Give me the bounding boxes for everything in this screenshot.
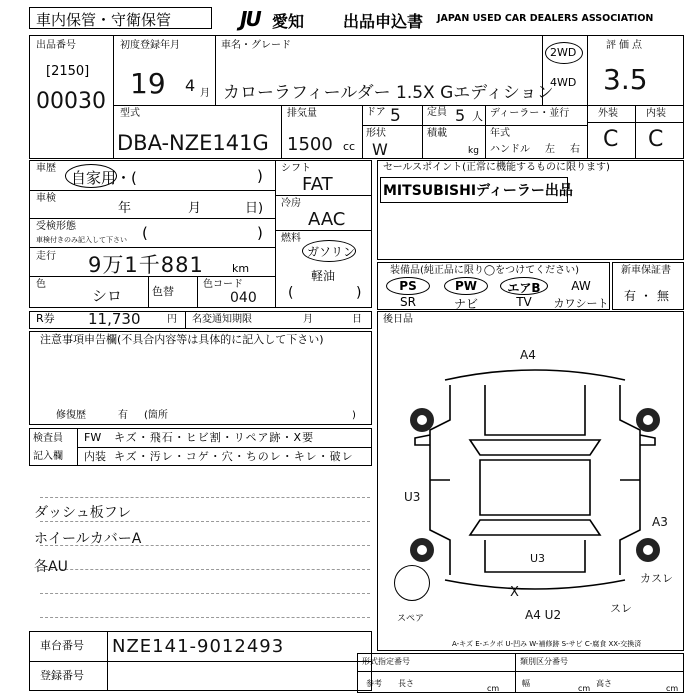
tax-label: 名変通知期限: [192, 314, 252, 325]
form-title: 出品申込書: [343, 12, 424, 31]
org-name: 愛知: [272, 12, 305, 31]
len-unit: cm: [487, 684, 500, 693]
fuel-gas: ガソリン: [307, 245, 356, 259]
cap-unit: 人: [472, 110, 483, 123]
color-change-label: 色替: [152, 285, 174, 298]
repair-place: (箇所: [144, 410, 168, 421]
color-code-value: 040: [230, 290, 257, 306]
lot-number: 00030: [36, 89, 106, 114]
shaken-label: 車検: [36, 193, 56, 204]
divider: [281, 105, 282, 159]
recv-sub: 車検付きのみ記入して下さい: [36, 236, 127, 244]
dashed-line: [40, 569, 370, 570]
dashed-line: [40, 617, 370, 618]
recv-open: (: [142, 224, 148, 242]
shaken-day: 日): [245, 201, 264, 216]
recycle-unit: 円: [167, 314, 177, 325]
handle-left: 左: [545, 144, 555, 155]
equip-ps: PS: [399, 279, 417, 293]
ext-value: C: [603, 127, 619, 152]
ext-label: 外装: [598, 108, 618, 119]
divider: [185, 311, 186, 329]
lot-sub: [2150]: [46, 64, 90, 79]
door-value: 5: [390, 106, 401, 126]
divider: [29, 661, 372, 662]
handle-right: 右: [570, 144, 580, 155]
load-unit: kg: [468, 146, 479, 156]
equip-pw: PW: [454, 279, 478, 293]
mark-rear-corner: スレ: [610, 602, 632, 615]
fuel-close: ): [356, 285, 362, 301]
divider: [587, 35, 588, 159]
warranty-yes: 有: [624, 289, 637, 303]
divider: [275, 230, 372, 231]
reg-label: 登録番号: [40, 669, 84, 682]
warranty-sep: ・: [640, 289, 653, 303]
storage-label: 車内保管・守衛保管: [36, 11, 172, 29]
hgt-unit: cm: [666, 684, 679, 693]
door-label: ドア: [366, 107, 386, 118]
dealer-label: ディーラー・並行: [490, 108, 570, 119]
org-english: JAPAN USED CAR DEALERS ASSOCIATION: [437, 13, 654, 24]
mark-left: U3: [404, 490, 421, 504]
repair-label: 修復歴: [56, 410, 86, 421]
legend-codes: A-キズ E-エクボ U-凹み W-補修跡 S-サビ C-腐食 XX-交換済: [452, 640, 642, 648]
note-line-2: ホイールカバーA: [34, 531, 142, 547]
note-line-3: 各AU: [34, 559, 68, 575]
mark-front: A4: [520, 348, 536, 362]
shift-label: シフト: [281, 163, 311, 174]
recycle-value: 11,730: [88, 310, 141, 328]
drive-4wd: 4WD: [550, 76, 577, 89]
disp-unit: cc: [343, 140, 356, 153]
divider: [77, 447, 372, 448]
equip-ps-circle: [386, 277, 430, 295]
hgt-label: 高さ: [596, 679, 612, 688]
note-line-1: ダッシュ板フレ: [34, 505, 132, 521]
class-label: 類別区分番号: [520, 657, 568, 666]
mileage-unit: km: [232, 262, 250, 275]
divider: [29, 247, 275, 248]
disp-value: 1500: [287, 134, 333, 155]
tax-day: 日: [352, 314, 362, 325]
divider: [422, 105, 423, 159]
tax-month: 月: [303, 314, 313, 325]
int-label: 内装: [646, 108, 666, 119]
history-label: 車歴: [36, 163, 56, 174]
warranty-label: 新車保証書: [621, 265, 671, 276]
dashed-line: [40, 593, 370, 594]
cap-value: 5: [455, 106, 466, 125]
divider: [107, 631, 108, 691]
len-label: 長さ: [398, 679, 414, 688]
divider: [29, 190, 275, 191]
notes-label: 注意事項申告欄(不具合内容等は具体的に記入して下さい): [40, 333, 324, 346]
cap-label: 定員: [427, 107, 447, 118]
int-row-items: キズ・汚レ・コゲ・穴・ちのレ・キレ・破レ: [114, 450, 354, 463]
rear-label: 後日品: [383, 314, 413, 325]
lot-label: 出品番号: [36, 40, 76, 51]
chassis-value: NZE141-9012493: [112, 636, 285, 657]
mark-rear-right: カスレ: [640, 572, 673, 585]
shaken-month: 月: [188, 201, 202, 216]
first-reg-label: 初度登録年月: [120, 40, 180, 51]
divider: [485, 105, 486, 159]
mark-roof: U3: [530, 552, 546, 565]
int-row-head: 内装: [84, 450, 106, 463]
divider: [148, 276, 149, 308]
disp-label: 排気量: [287, 108, 317, 119]
recv-close: ): [257, 224, 263, 242]
divider: [197, 276, 198, 308]
handle-label: ハンドル: [490, 144, 530, 155]
mileage-label: 走行: [36, 251, 56, 262]
equip-sr: SR: [400, 295, 416, 309]
divider: [635, 105, 636, 159]
wid-unit: cm: [578, 684, 591, 693]
mark-right: A3: [652, 515, 668, 529]
equipment-label: 装備品(純正品に限り◯をつけてください): [390, 265, 579, 276]
year-label: 年式: [490, 128, 510, 139]
equip-navi: ナビ: [453, 297, 478, 311]
shape-value: W: [372, 140, 388, 159]
wid-label: 幅: [522, 679, 530, 688]
equip-aw: AW: [571, 279, 591, 293]
spare-circle: [394, 565, 430, 601]
recv-label: 受検形態: [36, 221, 76, 232]
ref-label: 参考: [366, 679, 382, 688]
model-name: カローラフィールダー 1.5X Gエディション: [223, 83, 554, 103]
color-code-label: 色コード: [203, 279, 243, 290]
shape-label: 形状: [366, 128, 386, 139]
inspector-label: 検査員: [33, 433, 63, 444]
fuel-diesel: 軽油: [311, 269, 336, 283]
equip-leather: カワシート: [553, 297, 609, 310]
warranty-no: 無: [657, 289, 670, 303]
divider: [29, 218, 275, 219]
divider: [77, 428, 78, 466]
color-value: シロ: [92, 287, 123, 305]
history-value: 自家用・(: [71, 169, 137, 187]
dashed-line: [40, 497, 370, 498]
history-close: ): [257, 167, 263, 185]
divider: [113, 105, 587, 106]
cert-label: 形式指定番号: [362, 657, 410, 666]
fw-row-items: キズ・飛石・ヒビ割・リペア跡・X要: [114, 431, 315, 444]
drive-2wd: 2WD: [550, 46, 577, 59]
recycle-label: R券: [36, 312, 55, 325]
mileage-value: 9万1千881: [88, 253, 204, 277]
divider: [515, 653, 516, 693]
equip-airbag: エアB: [507, 281, 541, 295]
sales-point: MITSUBISHIディーラー出品: [383, 183, 573, 199]
fuel-open: (: [288, 285, 294, 301]
first-reg-month-unit: 月: [200, 88, 210, 99]
int-value: C: [648, 127, 664, 152]
equip-airbag-circle: [500, 277, 548, 295]
repair-value: 有: [118, 410, 128, 421]
divider: [275, 195, 372, 196]
first-reg-month: 4: [185, 76, 196, 95]
divider: [113, 35, 114, 159]
divider: [587, 122, 684, 123]
divider: [275, 160, 276, 308]
repair-close: ): [352, 410, 356, 421]
sales-label: セールスポイント(正常に機能するものに限ります): [383, 162, 610, 173]
record-label: 記入欄: [33, 451, 63, 462]
model-name-label: 車名・グレード: [221, 40, 291, 51]
ac-value: AAC: [308, 209, 346, 230]
ac-label: 冷房: [281, 198, 301, 209]
fw-row-head: FW: [84, 431, 102, 444]
equip-pw-circle: [444, 277, 488, 295]
grade-value: 3.5: [603, 63, 648, 96]
equip-tv: TV: [516, 295, 532, 309]
mark-rear: A4 U2: [525, 608, 562, 622]
chassis-label: 車台番号: [40, 639, 84, 652]
load-label: 積載: [427, 128, 447, 139]
type-value: DBA-NZE141G: [117, 131, 269, 155]
divider: [362, 105, 363, 159]
color-label: 色: [36, 279, 46, 290]
divider: [215, 35, 216, 105]
first-reg-year: 19: [130, 67, 166, 100]
mark-x: X: [510, 585, 519, 600]
grade-label: 評価点: [606, 40, 645, 51]
ju-logo: JU: [240, 7, 260, 31]
shaken-year: 年: [118, 201, 132, 216]
divider: [357, 671, 684, 672]
shift-value: FAT: [302, 174, 333, 195]
spare-label: スペア: [397, 614, 425, 624]
sales-section: [377, 160, 684, 260]
type-label: 型式: [120, 108, 140, 119]
fuel-label: 燃料: [281, 233, 301, 244]
